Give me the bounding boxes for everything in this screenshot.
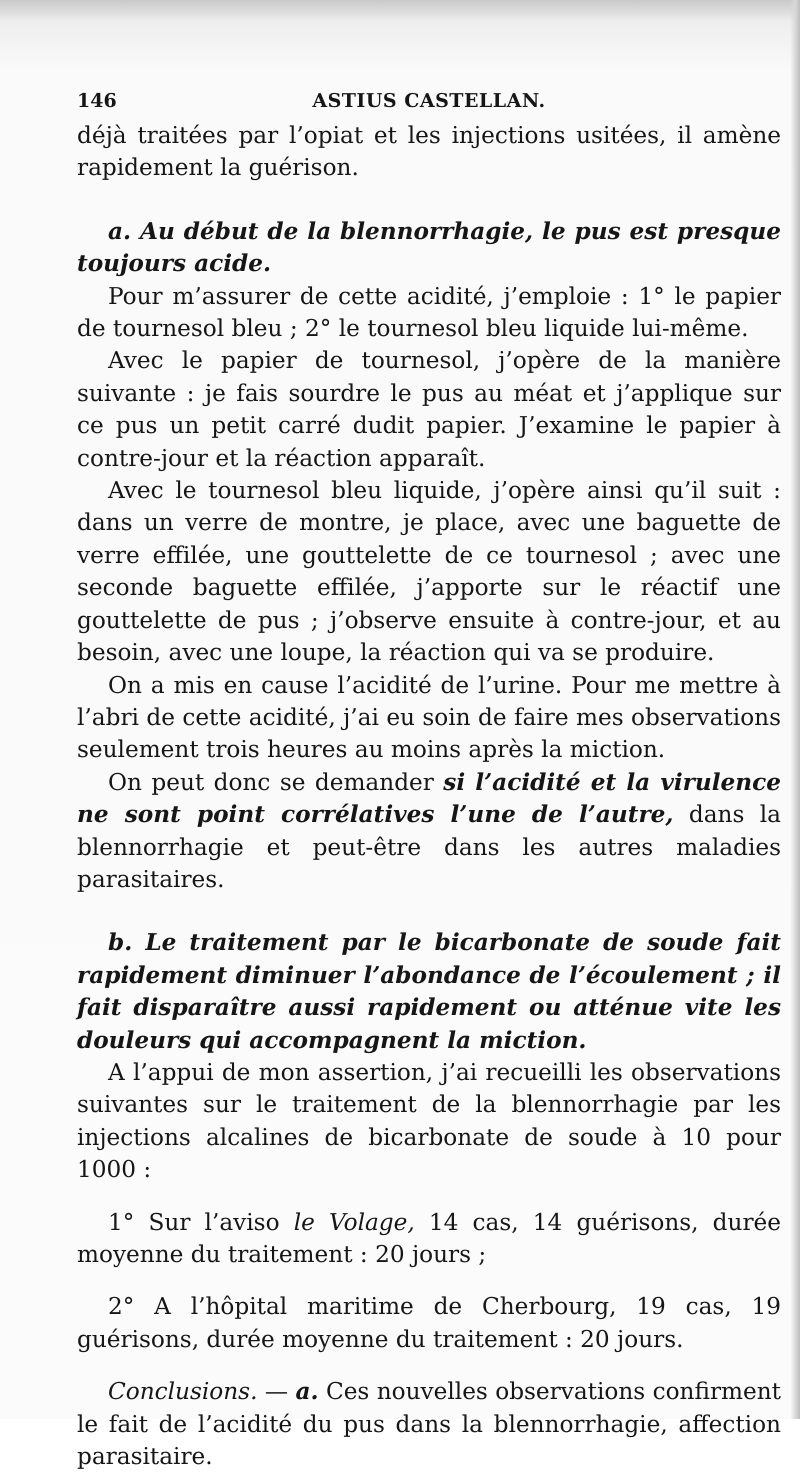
section-gap bbox=[77, 185, 781, 216]
virulence-question-start: On peut donc se demander bbox=[108, 768, 444, 796]
section-a-letter: a. bbox=[108, 217, 132, 245]
conclusion-letter: a. bbox=[295, 1378, 319, 1406]
paragraph-continuation: déjà traitées par l’opiat et les injections usitées, il amène rapidement la guérison. bbox=[77, 122, 781, 182]
list-gap bbox=[77, 1271, 781, 1291]
section-gap bbox=[77, 896, 781, 927]
page-header bbox=[77, 84, 781, 118]
page-edge-shadow bbox=[790, 0, 800, 1419]
conclusion-dash: — bbox=[257, 1378, 296, 1406]
section-a-heading bbox=[77, 216, 781, 281]
section-b-heading bbox=[77, 927, 781, 1057]
section-a-text: Au début de la blennorrhagie, le pus est presque toujours acide. bbox=[77, 217, 781, 278]
conclusion-paragraph bbox=[77, 1376, 781, 1473]
virulence-question-italic: si l’acidité et la virulence ne sont point corrélatives l’une de l’autre, bbox=[77, 768, 782, 829]
paragraph-observations-intro: A l’appui de mon assertion, j’ai recueilli les observations suivantes sur le traitement de la blennorrhagie par les injections alcalines de bicarbonate de soude à 10 pour 1000 : bbox=[77, 1058, 781, 1184]
observation-volage-start: 1° Sur l’aviso bbox=[108, 1208, 294, 1236]
page-content bbox=[77, 84, 781, 1473]
paragraph-urine-acidity: On a mis en cause l’acidité de l’urine. Pour me mettre à l’abri de cette acidité, j’ai eu soin de faire mes observations seulement trois heures au moins après la miction. bbox=[77, 671, 781, 764]
section-b-letter: b. bbox=[108, 929, 133, 957]
observation-cherbourg: 2° A l’hôpital maritime de Cherbourg, 19 cas, 19 guérisons, durée moyenne du traitement : 20 jours. bbox=[77, 1293, 781, 1353]
virulence-question-end: dans la blennorrhagie et peut-être dans les autres maladies parasitaires. bbox=[77, 801, 782, 893]
conclusion-label: Conclusions. bbox=[108, 1378, 258, 1406]
conclusion-text: Ces nouvelles observations confirment le fait de l’acidité du pus dans la blennorrhagie, affection parasitaire. bbox=[77, 1378, 781, 1471]
page-number: 146 bbox=[77, 90, 117, 112]
conclusion-gap bbox=[77, 1356, 781, 1376]
observation-volage-end: 14 cas, 14 guérisons, durée moyenne du traitement : 20 jours ; bbox=[77, 1208, 781, 1268]
section-b-text: Le traitement par le bicarbonate de soude fait rapidement diminuer l’abondance de l’écoulement ; il fait disparaître aussi rapidement ou atténue vite les douleurs qui accompagnent la miction. bbox=[77, 929, 781, 1054]
paragraph-liquid-test: Avec le tournesol bleu liquide, j’opère ainsi qu’il suit : dans un verre de montre, je place, avec une baguette de verre effilée, une gouttelette de ce tournesol ; avec une seconde baguette effilée, j’apporte sur le réactif une gouttelette de pus ; j’observe ensuite à contre-jour, et au besoin, avec une loupe, la réaction qui va se produire. bbox=[77, 477, 781, 667]
observation-volage bbox=[77, 1207, 781, 1272]
paragraph-acidity-method: Pour m’assurer de cette acidité, j’emploie : 1° le papier de tournesol bleu ; 2° le tournesol bleu liquide lui-même. bbox=[77, 282, 781, 343]
running-head: ASTIUS CASTELLAN. bbox=[312, 90, 546, 112]
list-gap bbox=[77, 1187, 781, 1207]
paragraph-paper-test: Avec le papier de tournesol, j’opère de la manière suivante : je fais sourdre le pus au méat et j’applique sur ce pus un petit carré dudit papier. J’examine le papier à contre-jour et la réaction apparaît. bbox=[77, 347, 781, 472]
observation-volage-ship: le Volage, bbox=[293, 1208, 415, 1236]
paragraph-virulence-question bbox=[77, 767, 781, 897]
